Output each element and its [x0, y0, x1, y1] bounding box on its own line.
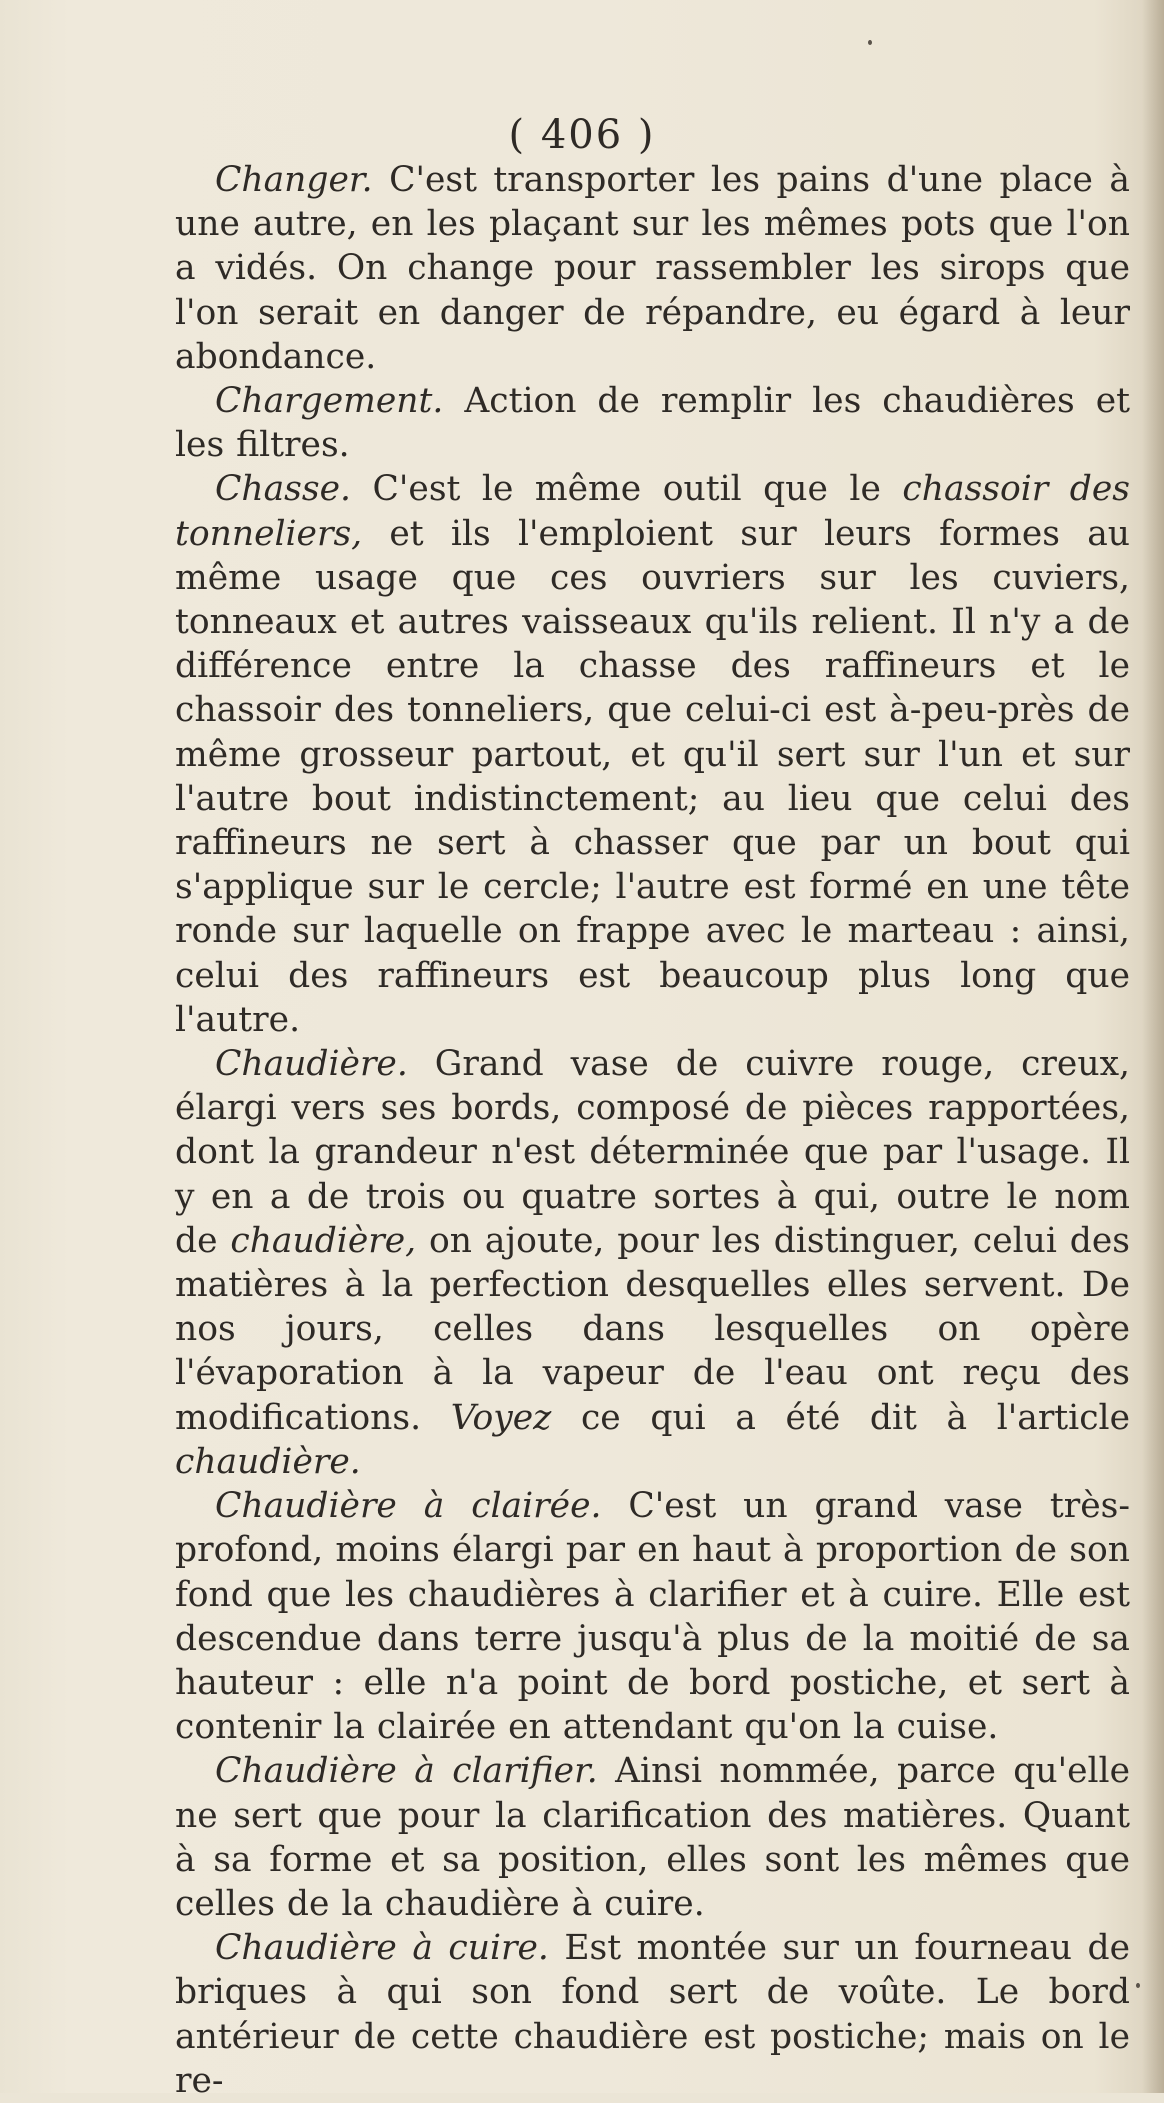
- entry-chaudiere-a-cuire: [175, 1926, 1130, 2103]
- entry-italic-phrase: chaudière.: [175, 1441, 361, 1482]
- entry-term: Chaudière à clairée.: [215, 1486, 602, 1527]
- entry-chaudiere-a-clarifier: [175, 1749, 1130, 1926]
- entry-chaudiere-a-clairee: [175, 1484, 1130, 1749]
- entry-changer: [175, 158, 1130, 379]
- paper-speck: [1136, 1983, 1140, 1988]
- entry-term: Chaudière.: [215, 1044, 408, 1085]
- entry-chasse: [175, 467, 1130, 1042]
- entry-text: et ils l'emploient sur leurs formes au même usage que ces ouvriers sur les cuviers, tonneaux et autres vaisseaux qu'ils relient. Il n'y a de différence entre la chasse des raffineurs et le chassoir des tonneliers, que celui-ci est à-peu-près de même grosseur partout, et qu'il sert sur l'un et sur l'autre bout indistinctement; au lieu que celui des raffineurs ne sert à chasser que par un bout qui s'applique sur le cercle; l'autre est formé en une tête ronde sur laquelle on frappe avec le marteau : ainsi, celui des raffineurs est beaucoup plus long que l'autre.: [175, 513, 1130, 1040]
- entry-text: Grand vase de cuivre rouge, creux, élargi vers ses bords, composé de pièces rapportées, dont la grandeur n'est déterminée que par l'usage. Il y en a de trois ou quatre sortes à qui, outre le nom de: [175, 1044, 1130, 1261]
- entry-term: Chasse.: [215, 469, 351, 510]
- entry-text: ce qui a été dit à l'article: [551, 1397, 1130, 1438]
- entry-text: C'est un grand vase très-profond, moins élargi par en haut à proportion de son fond que les chaudières à clarifier et à cuire. Elle est descendue dans terre jusqu'à plus de la moitié de sa hauteur : elle n'a point de bord postiche, et sert à contenir la clairée en attendant qu'on la cuise.: [175, 1486, 1131, 1748]
- entry-text: Est montée sur un fourneau de briques à qui son fond sert de voûte. Le bord antérieur de cette chaudière est postiche; mais on le re-: [175, 1928, 1130, 2101]
- entry-chargement: [175, 379, 1130, 467]
- paper-speck: [868, 40, 872, 45]
- entry-chaudiere: [175, 1042, 1130, 1484]
- entry-italic-phrase: Voyez: [450, 1397, 552, 1438]
- entry-text: Ainsi nommée, parce qu'elle ne sert que pour la clarification des matières. Quant à sa forme et sa position, elles sont les mêmes que celles de la chaudière à cuire.: [175, 1751, 1130, 1924]
- page-body: [175, 158, 1130, 2103]
- entry-italic-phrase: chassoir des tonneliers,: [175, 469, 1130, 554]
- page-spine-shadow: [1142, 0, 1164, 2093]
- entry-term: Chaudière à clarifier.: [215, 1751, 598, 1792]
- entry-term: Chargement.: [215, 381, 444, 422]
- page-number: ( 406 ): [508, 112, 656, 158]
- entry-term: Chaudière à cuire.: [215, 1928, 549, 1969]
- entry-italic-phrase: chaudière,: [230, 1220, 417, 1261]
- entry-text: Action de remplir les chaudières et les filtres.: [175, 381, 1130, 466]
- entry-text: C'est le même outil que le: [350, 469, 903, 510]
- entry-text: C'est transporter les pains d'une place à une autre, en les plaçant sur les mêmes pots que l'on a vidés. On change pour rassembler les sirops que l'on serait en danger de répandre, eu égard à leur abondance.: [175, 160, 1130, 377]
- entry-text: on ajoute, pour les distinguer, celui des matières à la perfection desquelles elles servent. De nos jours, celles dans lesquelles on opère l'évaporation à la vapeur de l'eau ont reçu des modifications.: [175, 1220, 1131, 1438]
- entry-term: Changer.: [215, 160, 373, 200]
